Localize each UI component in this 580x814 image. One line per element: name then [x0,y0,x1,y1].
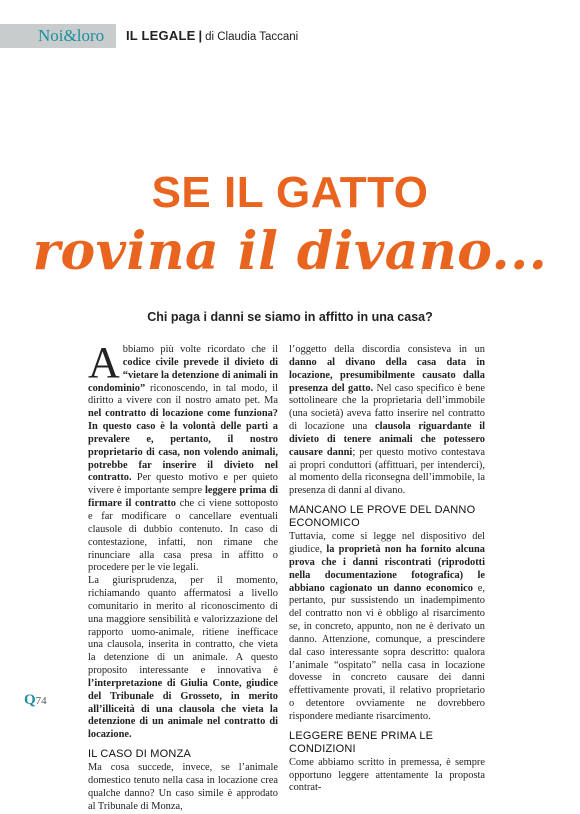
section-tab [0,24,116,48]
article-column-left [88,338,279,814]
page-number: 74 [35,695,47,707]
rubric-author: di Claudia Taccani [205,31,299,43]
article-subtitle: Chi paga i danni se siamo in affitto in una casa? [147,310,433,324]
paragraph-2 [88,575,278,742]
rubric-separator: | [198,28,203,43]
text-run: Per questo motivo e per quieto vivere è importante sempre [88,472,278,497]
text-run: che ci viene sottoposto e far modificare o cancellare eventuali clausole di dubbio contenuto. In caso di contestazione, infatti, non rimane che rinunciare alla casa presa in affitto o procedere per le vie legali. [88,498,278,574]
rubric [126,28,298,43]
text-run: bbiamo più volte ricordato che il [122,344,278,355]
text-run: Nel caso specifico è bene sottolineare che la proprietaria dell’immobile (una società) aveva fatto inserire nel contratto di locazione una [289,382,486,433]
text-run: ; per questo motivo contestava ai propri conduttori (affittuari, per intenderci), al momento della riconsegna dell’immobile, la presenza di danni al divano. [289,446,485,497]
text-run: e, pertanto, pur sussistendo un inadempimento del contratto non vi è obbligo al risarcimento se, in concreto, appunto, non ne è derivato un danno. Attenzione, comunque, a prescindere dal caso interessante sopra descritto: qualora l’animale “ospitato” nella casa in locazione dovesse in concreto causare dei danni effettivamente provati, il relativo proprietario o detentore ovviamente ne dovrebbero rispondere mediante risarcimento. [289,582,485,722]
bold-run: codice civile prevede il divieto di “vietare la detenzione di animali in condominio” [88,356,278,394]
page-folio [24,692,47,709]
heading-caso-di-monza: IL CASO DI MONZA [88,748,192,761]
bold-run: nel contratto di locazione come funziona? In questo caso è la volontà delle parti a prevalere e, pertanto, il nostro proprietario di casa, non volendo animali, potrebbe far inserire il divieto nel contratto. [88,408,278,484]
section-label: Noi&loro [38,26,105,45]
paragraph-3-continued [289,344,485,498]
text-run: Ma cosa succede, invece, se l’animale domestico tenuto nella casa in locazione crea qualche danno? Un caso simile è approdato al Tribunale di Monza, [88,762,278,812]
bold-run: l’interpretazione di Giulia Conte, giudice del Tribunale di Grosseto, in merito all’illiceità di una clausola che vieta la detenzione di un animale nel contratto di locazione. [88,677,278,741]
headline-line-2: rovina il divano... [32,221,548,282]
paragraph-4 [289,531,485,724]
paragraph-1 [88,338,279,575]
drop-cap: A [88,338,120,387]
rubric-title: IL LEGALE [126,28,196,43]
text-run: La giurisprudenza, per il momento, richiamando quanto affermatosi a livello comunitario in merito al riconoscimento di una maggiore sensibilità e valorizzazione del rapporto uomo-animale, ritiene inefficace una clausola, inserita in contratto, che vieta la detenzione di un animale. A questo proposito interessante e innovativa è [88,575,278,677]
text-run: Tuttavia, come si legge nel dispositivo del giudice, [289,531,485,555]
bold-run: la proprietà non ha fornito alcuna prova che i danni riscontrati (riprodotti nella documentazione fotografica) le abbiano cagionato un danno economico [289,543,485,594]
text-run: l’oggetto della discordia consisteva in un [289,344,485,355]
article-column-right [289,344,485,795]
bold-run: leggere prima di firmare il contratto [88,485,279,510]
paragraph-5: Come abbiamo scritto in premessa, è sempre opportuno leggere attentamente la proposta contrat- [289,756,485,794]
bold-run: danno al divano della casa data in locazione, presumibilmente causato dalla presenza del gatto. [289,356,485,394]
heading-mancano-le-prove: MANCANO LE PROVE DEL DANNO ECONOMICO [289,504,476,530]
heading-leggere-bene: LEGGERE BENE PRIMA LE CONDIZIONI [289,729,434,755]
headline-line-1: SE IL GATTO [151,168,429,217]
bold-run: clausola riguardante il divieto di tenere animali che potessero causare danni [289,421,485,458]
paragraph-3 [88,762,278,813]
magazine-logo: Q [24,692,36,708]
text-run: riconoscendo, in tal modo, il diritto a vivere con il nostro amato pet. Ma [88,382,278,407]
